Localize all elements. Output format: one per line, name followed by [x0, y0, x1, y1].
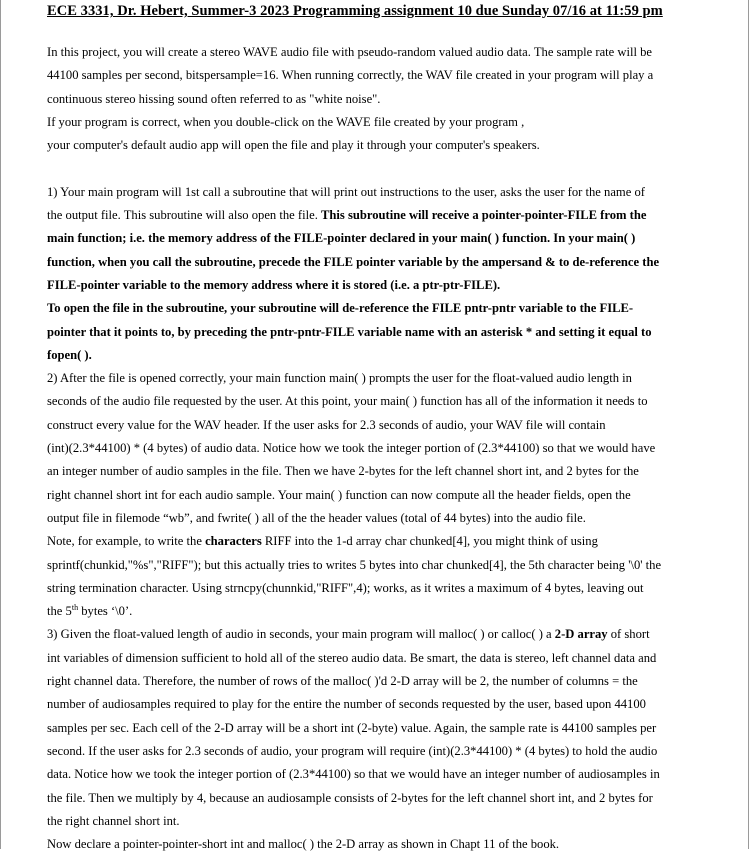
text-line: (int)(2.3*44100) * (4 bytes) of audio data. Notice how we took the integer portion of (2.3*44100) so that we would have [47, 441, 656, 456]
text-line: Now declare a pointer-pointer-short int and malloc( ) the 2-D array as shown in Chapt 11 of the book. [47, 837, 560, 852]
text-line [47, 227, 707, 250]
text-line: number of audiosamples required to play for the entire the number of seconds requested by the user, based upon 44100 [47, 697, 646, 712]
bold-text-run: To open the file in the subroutine, your subroutine will de-reference the FILE pntr-pntr variable to the FILE- [47, 301, 634, 316]
text-line: string termination character. Using strncpy(chunnkid,"RIFF",4); works, as it writes a maximum of 4 bytes, leaving out [47, 580, 644, 595]
intro-paragraph [47, 41, 707, 157]
text-run: bytes ‘\0’. [78, 604, 133, 619]
text-line [47, 297, 707, 320]
bold-text-run: FILE-pointer variable to the memory address where it is stored (i.e. a ptr-ptr-FILE). [47, 277, 501, 292]
text-run: Note, for example, to write the [47, 534, 206, 549]
text-line: 2) After the file is opened correctly, your main function main( ) prompts the user for the float-valued audio length in [47, 371, 632, 386]
text-line [47, 623, 707, 646]
bold-text-run: 2-D array [554, 627, 608, 642]
text-line: In this project, you will create a stereo WAVE audio file with pseudo-random valued audio data. The sample rate will be [47, 45, 653, 59]
text-line: construct every value for the WAV header. If the user asks for 2.3 seconds of audio, your WAV file will contain [47, 417, 606, 432]
text-run: of short [607, 627, 650, 642]
text-line: the file. Then we multiply by 4, because an audiosample consists of 2-bytes for the left channel short int, and 2 bytes for [47, 790, 653, 805]
text-line: seconds of the audio file requested by the user. At this point, your main( ) function has all of the information it needs to [47, 394, 648, 409]
text-line: continuous stereo hissing sound often referred to as "white noise". [47, 91, 381, 106]
text-line: right channel short int for each audio sample. Your main( ) function can now compute all the header fields, open the [47, 487, 631, 502]
text-line: an integer number of audio samples in the file. Then we have 2-bytes for the left channel short int, and 2 bytes for the [47, 464, 639, 479]
text-line: data. Notice how we took the integer portion of (2.3*44100) so that we would have an integer number of audiosamples in [47, 767, 660, 782]
text-line: the right channel short int. [47, 813, 180, 828]
text-line: If your program is correct, when you double-click on the WAVE file created by your program , [47, 114, 525, 129]
text-line: second. If the user asks for 2.3 seconds of audio, your program will require (int)(2.3*44100) * (4 bytes) to hold the audio [47, 743, 658, 758]
text-line [47, 251, 707, 274]
text-line: output file in filemode “wb”, and fwrite( ) all of the the header values (total of 44 bytes) into the audio file. [47, 510, 586, 525]
document-body [47, 41, 707, 856]
bold-text-run: pointer that it points to, by preceding the pntr-pntr-FILE variable name with an asterisk * and setting it equal to [47, 324, 652, 339]
text-line [47, 344, 707, 367]
bold-text-run: characters [205, 534, 262, 549]
text-line: 1) Your main program will 1st call a subroutine that will print out instructions to the user, asks the user for the name of [47, 184, 645, 199]
bold-text-run: function, when you call the subroutine, precede the FILE pointer variable by the ampersand & to de-reference the [47, 254, 660, 269]
text-line: 44100 samples per second, bitspersample=16. When running correctly, the WAV file created in your program will play a [47, 68, 654, 83]
text-line [47, 530, 707, 553]
text-line: sprintf(chunkid,"%s","RIFF"); but this actually tries to writes 5 bytes into char chunked[4], the 5th character being '\0' the [47, 557, 662, 572]
text-line: right channel data. Therefore, the number of rows of the malloc( )'d 2-D array will be 2, the number of columns = the [47, 674, 638, 689]
text-run: 3) Given the float-valued length of audio in seconds, your main program will malloc( ) or calloc( ) a [47, 627, 555, 642]
text-run: the output file. This subroutine will also open the file. [47, 208, 321, 223]
text-line: your computer's default audio app will open the file and play it through your computer's speakers. [47, 138, 540, 153]
step-1-paragraph [47, 181, 707, 367]
bold-text-run: fopen( ). [47, 347, 92, 362]
page-title: ECE 3331, Dr. Hebert, Summer-3 2023 Programming assignment 10 due Sunday 07/16 at 11:59 pm [47, 3, 663, 19]
bold-text-run: This subroutine will receive a pointer-pointer-FILE from the [321, 208, 647, 223]
text-run: the 5 [47, 604, 72, 619]
superscript: th [71, 602, 79, 612]
text-run: RIFF into the 1-d array char chunked[4], you might think of using [261, 534, 598, 549]
text-line [47, 274, 707, 297]
text-line [47, 600, 707, 623]
text-line [47, 204, 707, 227]
blank-line [47, 157, 707, 180]
bold-text-run: main function; i.e. the memory address of the FILE-pointer declared in your main( ) function. In your main( ) [47, 231, 636, 246]
step-2-paragraph [47, 367, 707, 623]
text-line: samples per sec. Each cell of the 2-D array will be a short int (2-byte) value. Again, the sample rate is 44100 samples per [47, 720, 657, 735]
text-line: int variables of dimension sufficient to hold all of the stereo audio data. Be smart, the data is stereo, left channel data and [47, 650, 657, 665]
text-line [47, 321, 707, 344]
step-3-paragraph [47, 623, 707, 856]
